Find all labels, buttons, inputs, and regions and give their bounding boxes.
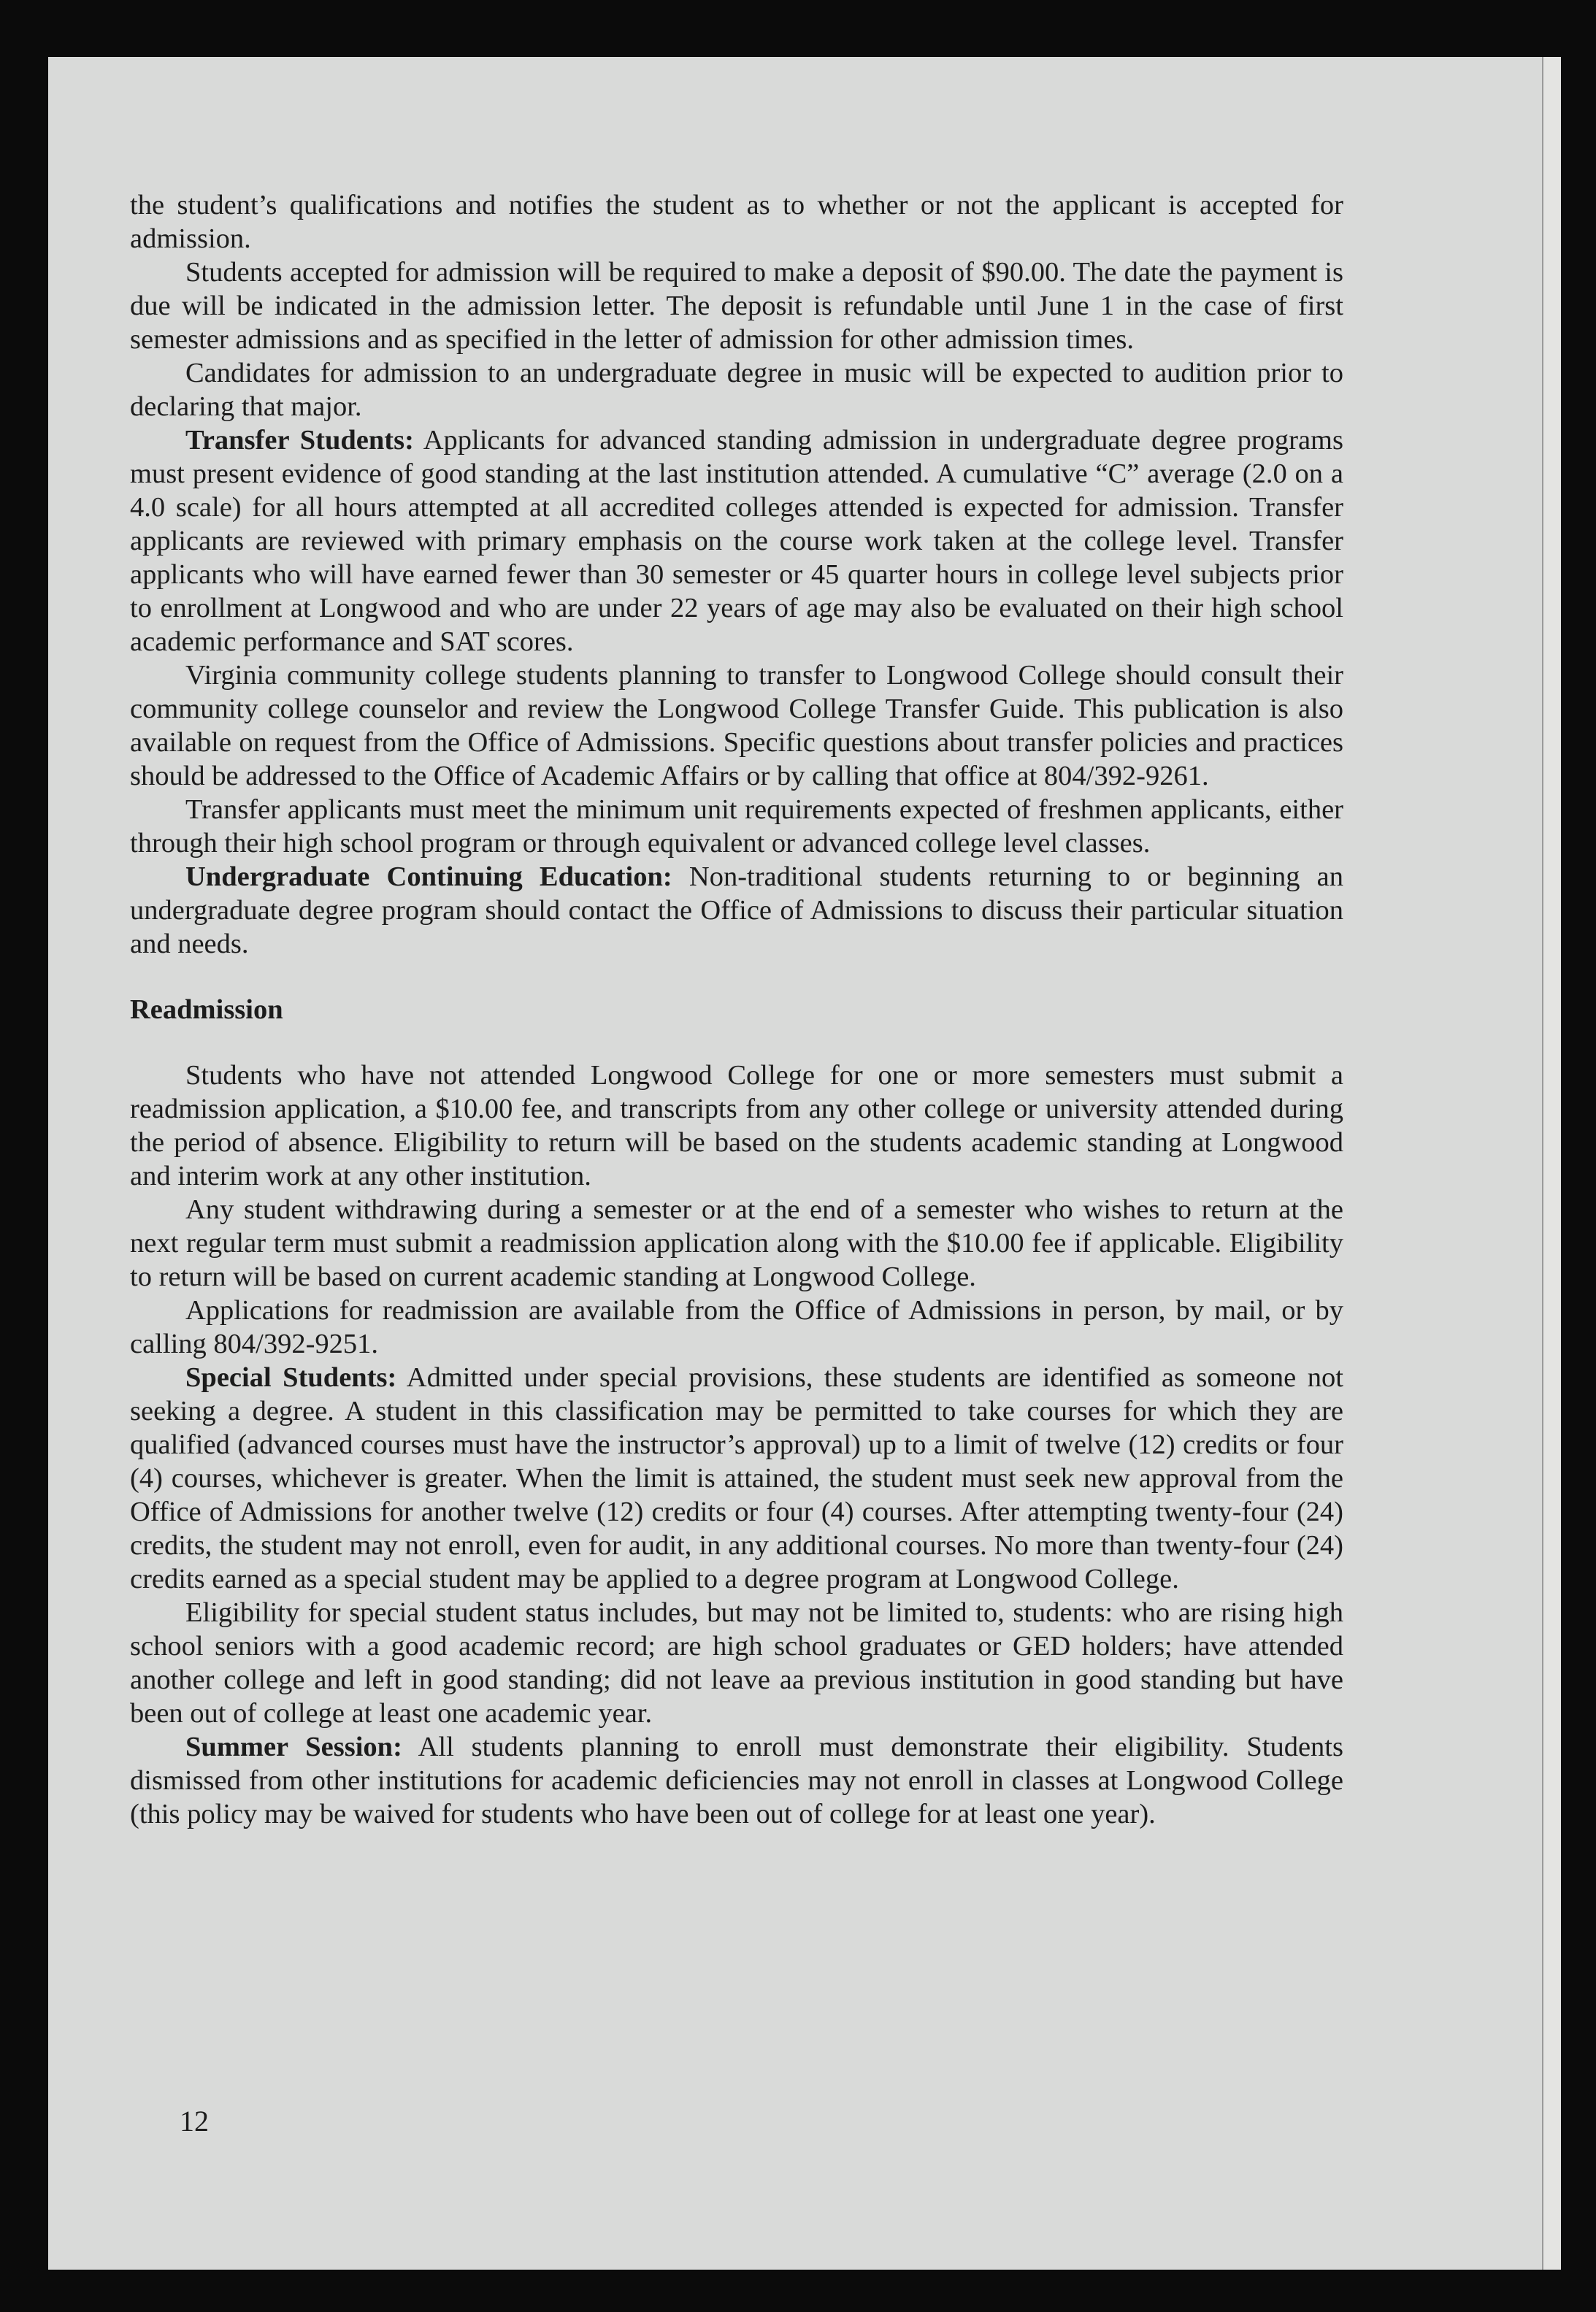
paragraph xyxy=(130,188,1343,256)
paragraph xyxy=(130,1059,1343,1193)
admission-section xyxy=(130,188,1343,961)
paragraph-text: the student’s qualifications and notifies the student as to whether or not the applicant is accepted for admission. xyxy=(130,190,1343,254)
paragraph xyxy=(130,1193,1343,1294)
scan-border-right xyxy=(1559,0,1596,2312)
paragraph-text: All students planning to enroll must demonstrate their eligibility. Students dismissed from other institutions for academic deficiencies may not enroll in classes at Longwood College (this policy may be waived for students who have been out of college for at least one year). xyxy=(130,1732,1343,1829)
paragraph xyxy=(130,860,1343,961)
paragraph xyxy=(130,1294,1343,1361)
paragraph-text: Applicants for advanced standing admission in undergraduate degree programs must present evidence of good standing at the last institution attended. A cumulative “C” average (2.0 on a 4.0 scale) for all hours attempted at all accredited colleges attended is expected for admission. Transfer applicants are reviewed with primary emphasis on the course work taken at the college level. Transfer applicants who will have earned fewer than 30 semester or 45 quarter hours in college level subjects prior to enrollment at Longwood and who are under 22 years of age may also be evaluated on their high school academic performance and SAT scores. xyxy=(130,425,1343,657)
paragraph-text: Candidates for admission to an undergraduate degree in music will be expected to audition prior to declaring that major. xyxy=(130,358,1343,422)
page-edge-strip xyxy=(1542,57,1561,2270)
scan-border-bottom xyxy=(0,2270,1596,2312)
paragraph-text: Eligibility for special student status includes, but may not be limited to, students: who are rising high school seniors with a good academic record; are high school graduates or GED holders; have attended another college and left in good standing; did not leave aa previous institution in good standing but have been out of college at least one academic year. xyxy=(130,1597,1343,1729)
paragraph xyxy=(130,423,1343,658)
section-heading-readmission: Readmission xyxy=(130,994,283,1025)
paragraph xyxy=(130,356,1343,423)
readmission-section xyxy=(130,1059,1343,1831)
paragraph xyxy=(130,1361,1343,1596)
paragraph-text: Non-traditional students returning to or beginning an undergraduate degree program should contact the Office of Admissions to discuss their particular situation and needs. xyxy=(130,861,1343,959)
paragraph-lead: Undergraduate Continuing Education: xyxy=(185,861,672,892)
paragraph xyxy=(130,793,1343,860)
paragraph-text: Applications for readmission are available from the Office of Admissions in person, by mail, or by calling 804/392-9251. xyxy=(130,1295,1343,1359)
paragraph-lead: Summer Session: xyxy=(185,1732,402,1762)
paragraph-text: Students accepted for admission will be required to make a deposit of $90.00. The date the payment is due will be indicated in the admission letter. The deposit is refundable until June 1 in the case of first semester admissions and as specified in the letter of admission for other admission times. xyxy=(130,257,1343,355)
scan-border-top xyxy=(0,0,1596,57)
paragraph-lead: Special Students: xyxy=(185,1362,397,1393)
paragraph-lead: Transfer Students: xyxy=(185,425,414,456)
paragraph-text: Virginia community college students planning to transfer to Longwood College should consult their community college counselor and review the Longwood College Transfer Guide. This publication is also available on request from the Office of Admissions. Specific questions about transfer policies and practices should be addressed to the Office of Academic Affairs or by calling that office at 804/392-9261. xyxy=(130,660,1343,791)
page-number: 12 xyxy=(180,2105,209,2138)
paragraph-text: Any student withdrawing during a semester or at the end of a semester who wishes to return at the next regular term must submit a readmission application along with the $10.00 fee if applicable. Eligibility to return will be based on current academic standing at Longwood College. xyxy=(130,1194,1343,1292)
scan-border-left xyxy=(0,0,48,2312)
page-body xyxy=(130,188,1343,1831)
paragraph-text: Students who have not attended Longwood College for one or more semesters must submit a readmission application, a $10.00 fee, and transcripts from any other college or university attended during the period of absence. Eligibility to return will be based on the students academic standing at Longwood and interim work at any other institution. xyxy=(130,1060,1343,1191)
paragraph xyxy=(130,1730,1343,1831)
paragraph xyxy=(130,1596,1343,1730)
paragraph-text: Transfer applicants must meet the minimum unit requirements expected of freshmen applicants, either through their high school program or through equivalent or advanced college level classes. xyxy=(130,794,1343,859)
paragraph xyxy=(130,658,1343,793)
paragraph-text: Admitted under special provisions, these students are identified as someone not seeking a degree. A student in this classification may be permitted to take courses for which they are qualified (advanced courses must have the instructor’s approval) up to a limit of twelve (12) credits or four (4) courses, whichever is greater. When the limit is attained, the student must seek new approval from the Office of Admissions for another twelve (12) credits or four (4) courses. After attempting twenty-four (24) credits, the student may not enroll, even for audit, in any additional courses. No more than twenty-four (24) credits earned as a special student may be applied to a degree program at Longwood College. xyxy=(130,1362,1343,1594)
paragraph xyxy=(130,256,1343,356)
